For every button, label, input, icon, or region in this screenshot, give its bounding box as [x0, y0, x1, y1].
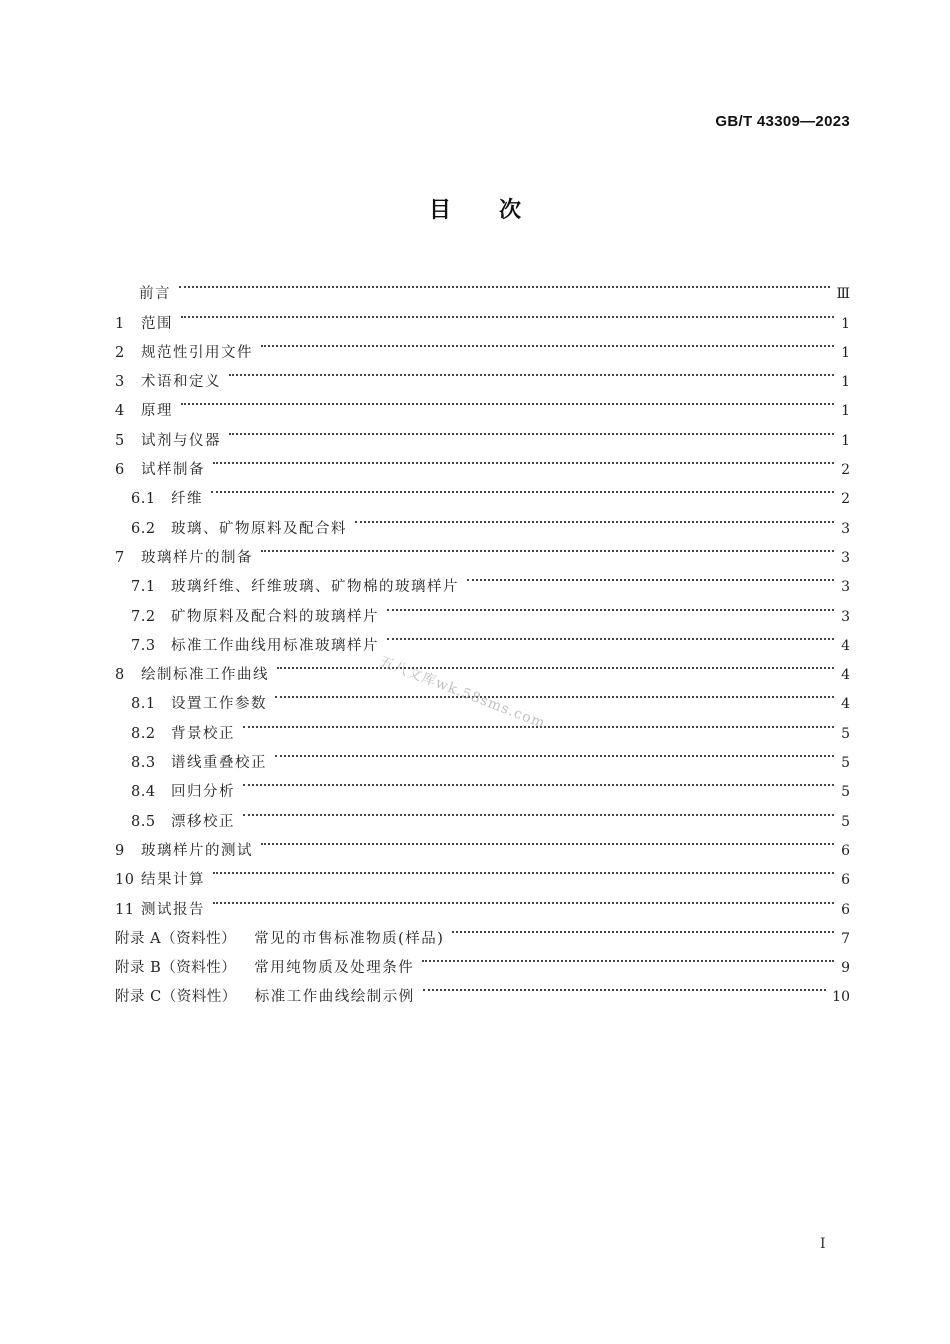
toc-dot-leader: [211, 474, 834, 503]
toc-entry-number: 8.2: [131, 725, 156, 742]
toc-dot-leader: [181, 386, 834, 415]
toc-dot-leader: [243, 767, 834, 796]
toc-entry-page: 6: [841, 901, 850, 918]
toc-entry-number: 附录 C（资料性）: [115, 989, 237, 1006]
toc-entry-page: 3: [841, 520, 850, 537]
toc-entry-number: 3: [115, 374, 125, 391]
toc-dot-leader: [452, 914, 834, 943]
toc-entry-number: 7.2: [131, 608, 156, 625]
toc-entry-page: 1: [841, 374, 850, 391]
toc-entry-page: 2: [841, 491, 850, 508]
toc-entry[interactable]: [115, 474, 850, 508]
toc-entry-page: 6: [841, 872, 850, 889]
toc-entry[interactable]: [115, 269, 850, 303]
toc-entry-number: 10: [115, 872, 135, 889]
toc-entry-label: 玻璃样片的制备: [141, 549, 253, 566]
toc-entry-number: 5: [115, 432, 125, 449]
toc-entry-label: 常用纯物质及处理条件: [254, 960, 415, 977]
toc-entry-number: 7.1: [131, 579, 156, 596]
toc-entry-label: 测试报告: [141, 901, 205, 918]
toc-dot-leader: [423, 972, 826, 1001]
toc-dot-leader: [213, 445, 834, 474]
toc-entry-label: 玻璃、矿物原料及配合料: [171, 520, 347, 537]
toc-entry-page: 1: [841, 315, 850, 332]
page-title-char-2: 次: [499, 198, 522, 223]
toc-entry-label: 试剂与仪器: [141, 432, 221, 449]
toc-entry[interactable]: [115, 503, 850, 537]
toc-entry-page: 2: [841, 462, 850, 479]
toc-dot-leader: [261, 826, 834, 855]
toc-dot-leader: [277, 650, 834, 679]
toc-entry-label: 原理: [141, 403, 173, 420]
toc-dot-leader: [261, 533, 834, 562]
toc-entry-number: 11: [115, 901, 135, 918]
toc-entry-number: 6.2: [131, 520, 156, 537]
toc-entry-page: 10: [832, 989, 850, 1006]
page-number: I: [820, 1236, 826, 1252]
watermark: 五八文库wk.58sms.com: [377, 653, 548, 732]
toc-entry-label: 术语和定义: [141, 374, 221, 391]
toc-entry-page: 1: [841, 403, 850, 420]
toc-entry-label: 试样制备: [141, 462, 205, 479]
toc-entry[interactable]: [115, 415, 850, 449]
toc-entry-number: 1: [115, 315, 125, 332]
toc-entry[interactable]: [115, 386, 850, 420]
toc-entry-number: 附录 B（资料性）: [115, 960, 237, 977]
toc-dot-leader: [261, 328, 834, 357]
toc-entry-page: 6: [841, 842, 850, 859]
toc-entry-label: 背景校正: [171, 725, 235, 742]
toc-dot-leader: [275, 679, 834, 708]
toc-dot-leader: [229, 357, 834, 386]
toc-entry-label: 规范性引用文件: [141, 344, 253, 361]
toc-entry-number: 8.4: [131, 784, 156, 801]
standard-number: GB/T 43309—2023: [715, 113, 850, 130]
toc-dot-leader: [355, 503, 834, 532]
table-of-contents: [115, 269, 850, 1006]
toc-entry-page: 4: [841, 696, 850, 713]
toc-dot-leader: [387, 621, 834, 650]
toc-entry[interactable]: [115, 328, 850, 361]
toc-entry-number: 6.1: [131, 491, 156, 508]
toc-entry-label: 常见的市售标准物质(样品): [254, 930, 445, 947]
toc-entry-label: 范围: [141, 315, 173, 332]
toc-entry-page: 5: [841, 725, 850, 742]
toc-entry-label: 玻璃样片的测试: [141, 842, 253, 859]
toc-dot-leader: [213, 884, 834, 913]
toc-entry-page: 1: [841, 432, 850, 449]
toc-entry-label: 结果计算: [141, 872, 205, 889]
toc-dot-leader: [467, 562, 834, 591]
toc-entry-label: 谱线重叠校正: [171, 755, 267, 772]
toc-entry-number: 9: [115, 842, 125, 859]
page-title: [0, 193, 950, 224]
toc-entry[interactable]: [115, 884, 850, 918]
toc-entry-page: 5: [841, 813, 850, 830]
toc-entry-number: 4: [115, 403, 125, 420]
toc-entry-page: 3: [841, 549, 850, 566]
toc-dot-leader: [243, 796, 834, 825]
toc-entry[interactable]: [115, 445, 850, 479]
toc-dot-leader: [387, 591, 834, 620]
page-title-char-1: 目: [428, 198, 451, 223]
toc-entry-label: 设置工作参数: [171, 696, 267, 713]
toc-entry-label: 标准工作曲线用标准玻璃样片: [171, 637, 379, 654]
toc-entry-number: 2: [115, 344, 125, 361]
toc-dot-leader: [422, 943, 834, 972]
toc-dot-leader: [179, 269, 830, 298]
toc-entry-page: 3: [841, 579, 850, 596]
toc-entry-number: 8.1: [131, 696, 156, 713]
toc-entry-label: 玻璃纤维、纤维玻璃、矿物棉的玻璃样片: [171, 579, 459, 596]
toc-entry-number: 8: [115, 667, 125, 684]
toc-entry-page: 3: [841, 608, 850, 625]
toc-entry-page: 1: [841, 344, 850, 361]
toc-entry-label: 漂移校正: [171, 813, 235, 830]
toc-entry-page: 5: [841, 755, 850, 772]
toc-entry[interactable]: [115, 855, 850, 889]
toc-entry-page: Ⅲ: [836, 286, 850, 303]
toc-dot-leader: [275, 738, 834, 767]
toc-entry-number: 7.3: [131, 637, 156, 654]
toc-entry-number: 附录 A（资料性）: [115, 930, 237, 947]
toc-dot-leader: [213, 855, 834, 884]
toc-entry[interactable]: [115, 298, 850, 332]
toc-dot-leader: [181, 298, 834, 327]
toc-entry-label: 纤维: [171, 491, 203, 508]
toc-entry-number: 8.5: [131, 813, 156, 830]
toc-entry-page: 4: [841, 637, 850, 654]
toc-dot-leader: [229, 415, 834, 444]
toc-entry-label: 绘制标准工作曲线: [141, 667, 269, 684]
toc-entry-page: 5: [841, 784, 850, 801]
toc-entry-page: 4: [841, 667, 850, 684]
toc-entry-label: 标准工作曲线绘制示例: [254, 989, 415, 1006]
toc-entry[interactable]: [115, 914, 850, 947]
toc-entry-label: 矿物原料及配合料的玻璃样片: [171, 608, 379, 625]
toc-entry-page: 9: [841, 960, 850, 977]
toc-entry-number: 8.3: [131, 755, 156, 772]
toc-entry-label: 回归分析: [171, 784, 235, 801]
toc-entry-label: 前言: [139, 286, 171, 303]
toc-entry-number: 6: [115, 462, 125, 479]
toc-entry-page: 7: [841, 930, 850, 947]
toc-entry-number: 7: [115, 549, 125, 566]
